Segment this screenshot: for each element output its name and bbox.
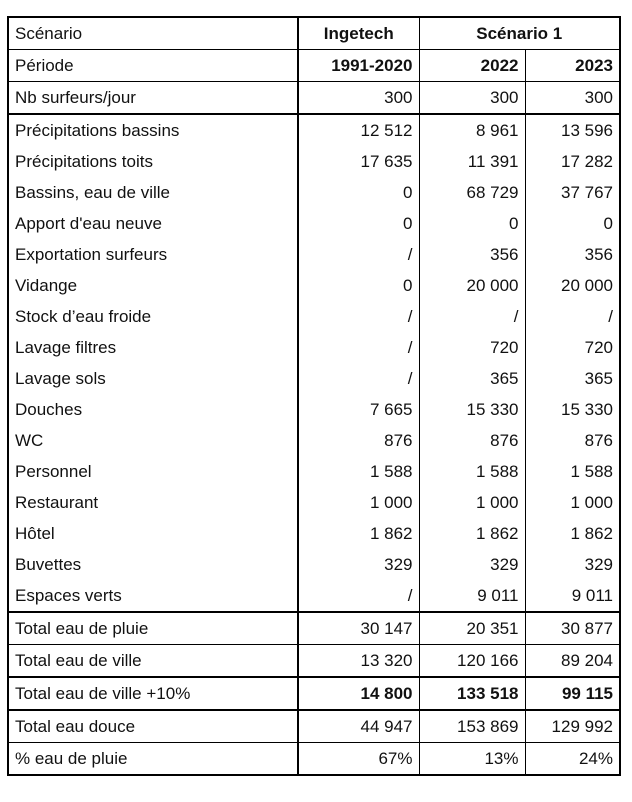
header-row-periode	[8, 50, 620, 82]
cell-2022: 15 330	[419, 394, 525, 425]
cell-2022: /	[419, 301, 525, 332]
periode-2023: 2023	[525, 50, 620, 82]
cell-ingetech: 17 635	[298, 146, 419, 177]
table-row	[8, 580, 620, 612]
table-row	[8, 549, 620, 580]
cell-2022: 20 351	[419, 612, 525, 645]
row-label: Lavage filtres	[8, 332, 298, 363]
row-label: Total eau de pluie	[8, 612, 298, 645]
surfeurs-2022: 300	[419, 82, 525, 115]
cell-2023: 17 282	[525, 146, 620, 177]
table-row	[8, 332, 620, 363]
cell-2022: 153 869	[419, 710, 525, 743]
table-row	[8, 177, 620, 208]
row-label: WC	[8, 425, 298, 456]
cell-2022: 8 961	[419, 114, 525, 146]
row-label: Buvettes	[8, 549, 298, 580]
cell-2023: 329	[525, 549, 620, 580]
cell-ingetech: 1 000	[298, 487, 419, 518]
row-label: Précipitations toits	[8, 146, 298, 177]
header-row-scenario	[8, 17, 620, 50]
ingetech-header: Ingetech	[298, 17, 419, 50]
table-row	[8, 239, 620, 270]
scenario1-header: Scénario 1	[419, 17, 620, 50]
cell-ingetech: /	[298, 363, 419, 394]
cell-ingetech: 14 800	[298, 677, 419, 710]
table-row	[8, 363, 620, 394]
surfeurs-row	[8, 82, 620, 115]
cell-2023: 1 862	[525, 518, 620, 549]
table-row	[8, 301, 620, 332]
surfeurs-2023: 300	[525, 82, 620, 115]
cell-2022: 68 729	[419, 177, 525, 208]
water-balance-table-container	[7, 16, 621, 776]
surfeurs-label: Nb surfeurs/jour	[8, 82, 298, 115]
row-label: Précipitations bassins	[8, 114, 298, 146]
table-row	[8, 456, 620, 487]
cell-ingetech: 1 588	[298, 456, 419, 487]
cell-ingetech: 876	[298, 425, 419, 456]
cell-2023: 89 204	[525, 645, 620, 678]
cell-2023: 129 992	[525, 710, 620, 743]
cell-ingetech: /	[298, 239, 419, 270]
row-label: Stock d’eau froide	[8, 301, 298, 332]
row-label: Apport d'eau neuve	[8, 208, 298, 239]
cell-2023: 0	[525, 208, 620, 239]
cell-ingetech: 44 947	[298, 710, 419, 743]
cell-ingetech: /	[298, 332, 419, 363]
cell-ingetech: 329	[298, 549, 419, 580]
table-row	[8, 394, 620, 425]
cell-2022: 365	[419, 363, 525, 394]
cell-2022: 120 166	[419, 645, 525, 678]
cell-2022: 1 000	[419, 487, 525, 518]
cell-2022: 329	[419, 549, 525, 580]
cell-2023: 1 000	[525, 487, 620, 518]
cell-2022: 876	[419, 425, 525, 456]
cell-2022: 133 518	[419, 677, 525, 710]
cell-2023: /	[525, 301, 620, 332]
cell-ingetech: 13 320	[298, 645, 419, 678]
cell-2023: 365	[525, 363, 620, 394]
cell-ingetech: /	[298, 580, 419, 612]
cell-2022: 356	[419, 239, 525, 270]
cell-2023: 356	[525, 239, 620, 270]
row-label: Vidange	[8, 270, 298, 301]
cell-ingetech: 30 147	[298, 612, 419, 645]
row-label: Restaurant	[8, 487, 298, 518]
cell-2022: 11 391	[419, 146, 525, 177]
cell-2023: 24%	[525, 743, 620, 776]
rainwater-percent-row	[8, 743, 620, 776]
row-label: Espaces verts	[8, 580, 298, 612]
periode-label: Période	[8, 50, 298, 82]
cell-2023: 9 011	[525, 580, 620, 612]
periode-ingetech: 1991-2020	[298, 50, 419, 82]
cell-ingetech: /	[298, 301, 419, 332]
cell-2023: 99 115	[525, 677, 620, 710]
row-label: Exportation surfeurs	[8, 239, 298, 270]
cell-ingetech: 67%	[298, 743, 419, 776]
table-row	[8, 114, 620, 146]
scenario-label: Scénario	[8, 17, 298, 50]
total-freshwater-row	[8, 710, 620, 743]
cell-2022: 9 011	[419, 580, 525, 612]
row-label: Total eau de ville	[8, 645, 298, 678]
cell-ingetech: 12 512	[298, 114, 419, 146]
table-row	[8, 270, 620, 301]
cell-ingetech: 7 665	[298, 394, 419, 425]
surfeurs-ingetech: 300	[298, 82, 419, 115]
cell-2023: 13 596	[525, 114, 620, 146]
cell-2022: 1 862	[419, 518, 525, 549]
cell-ingetech: 0	[298, 270, 419, 301]
cell-2022: 0	[419, 208, 525, 239]
table-row	[8, 518, 620, 549]
row-label: % eau de pluie	[8, 743, 298, 776]
cell-ingetech: 1 862	[298, 518, 419, 549]
row-label: Hôtel	[8, 518, 298, 549]
cell-2023: 20 000	[525, 270, 620, 301]
row-label: Bassins, eau de ville	[8, 177, 298, 208]
cell-2022: 1 588	[419, 456, 525, 487]
row-label: Total eau douce	[8, 710, 298, 743]
water-balance-table	[7, 16, 621, 776]
cell-2023: 30 877	[525, 612, 620, 645]
row-label: Total eau de ville +10%	[8, 677, 298, 710]
row-label: Lavage sols	[8, 363, 298, 394]
cell-2023: 37 767	[525, 177, 620, 208]
cell-2023: 1 588	[525, 456, 620, 487]
row-label: Douches	[8, 394, 298, 425]
row-label: Personnel	[8, 456, 298, 487]
table-row	[8, 487, 620, 518]
cell-ingetech: 0	[298, 177, 419, 208]
cell-2023: 720	[525, 332, 620, 363]
cell-2022: 720	[419, 332, 525, 363]
cell-2023: 15 330	[525, 394, 620, 425]
total-rainwater-row	[8, 612, 620, 645]
periode-2022: 2022	[419, 50, 525, 82]
total-citywater-plus10-row	[8, 677, 620, 710]
table-row	[8, 425, 620, 456]
total-citywater-row	[8, 645, 620, 678]
cell-2022: 13%	[419, 743, 525, 776]
cell-ingetech: 0	[298, 208, 419, 239]
table-row	[8, 208, 620, 239]
table-row	[8, 146, 620, 177]
cell-2022: 20 000	[419, 270, 525, 301]
cell-2023: 876	[525, 425, 620, 456]
